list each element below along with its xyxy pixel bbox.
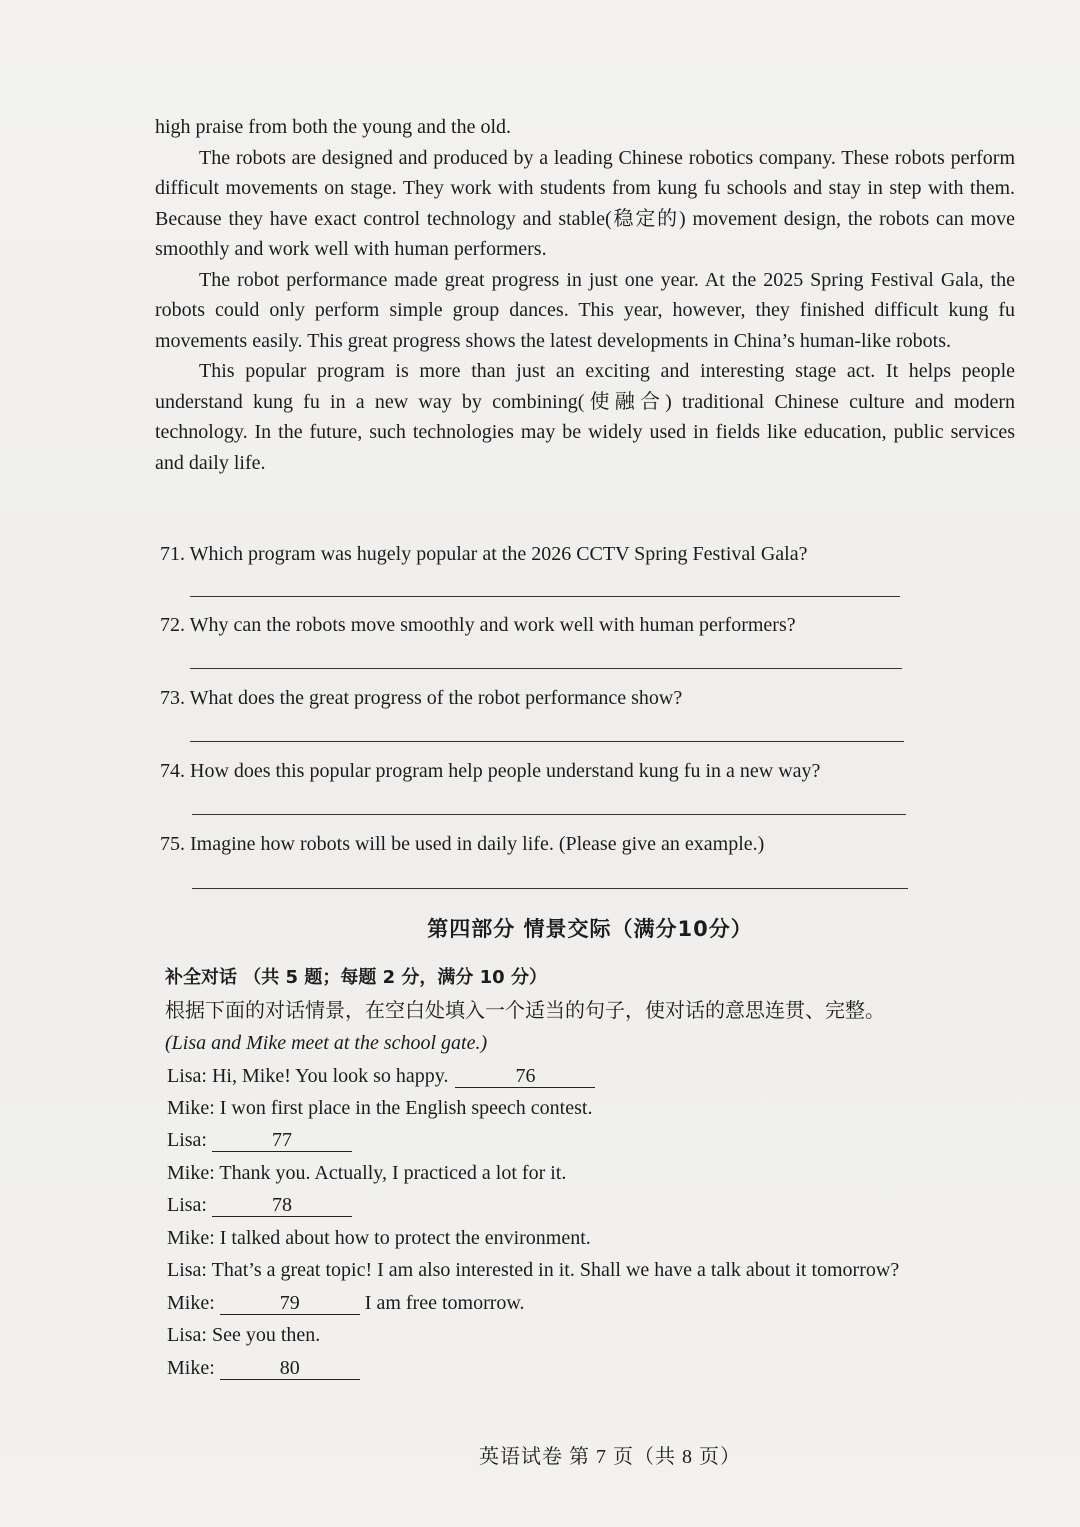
question-72: 72. Why can the robots move smoothly and work well with human performers?: [160, 614, 796, 636]
dialogue-scene: (Lisa and Mike meet at the school gate.): [165, 1032, 488, 1054]
dialogue-line: [167, 1061, 595, 1091]
blank-76[interactable]: 76: [455, 1065, 595, 1088]
question-74: 74. How does this popular program help people understand kung fu in a new way?: [160, 760, 821, 782]
dialogue-line: Mike: I talked about how to protect the environment.: [167, 1227, 591, 1249]
section-subtitle: 补全对话 （共 5 题；每题 2 分，满分 10 分）: [165, 967, 547, 988]
dialogue-speaker: Mike:: [167, 1357, 215, 1379]
dialogue-line: Mike: I won first place in the English speech contest.: [167, 1097, 593, 1119]
answer-line-74[interactable]: [192, 814, 906, 815]
question-71: 71. Which program was hugely popular at the 2026 CCTV Spring Festival Gala?: [160, 543, 808, 565]
page-footer: 英语试卷 第 7 页（共 8 页）: [479, 1446, 741, 1468]
dialogue-line: [167, 1190, 352, 1220]
answer-line-71[interactable]: [190, 596, 900, 597]
blank-80[interactable]: 80: [220, 1357, 360, 1380]
reading-passage: [155, 112, 1015, 478]
question-73: 73. What does the great progress of the robot performance show?: [160, 687, 683, 709]
dialogue-line: Lisa: That’s a great topic! I am also interested in it. Shall we have a talk about it tomorrow?: [167, 1259, 900, 1281]
section-instruction: 根据下面的对话情景，在空白处填入一个适当的句子，使对话的意思连贯、完整。: [165, 1000, 885, 1022]
blank-78[interactable]: 78: [212, 1194, 352, 1217]
dialogue-line: [167, 1125, 352, 1155]
dialogue-speaker: Mike:: [167, 1292, 215, 1314]
passage-paragraph: This popular program is more than just an exciting and interesting stage act. It helps people understand kung fu in a new way by combining(使融合) traditional Chinese culture and modern technology. In the future, such technologies may be widely used in fields like education, public services and daily life.: [155, 360, 1015, 474]
blank-79[interactable]: 79: [220, 1292, 360, 1315]
section-title: 第四部分 情景交际（满分10分）: [427, 917, 753, 941]
answer-line-73[interactable]: [190, 741, 904, 742]
dialogue-line: Mike: Thank you. Actually, I practiced a lot for it.: [167, 1162, 567, 1184]
dialogue-line: [167, 1353, 360, 1383]
answer-line-72[interactable]: [190, 668, 902, 669]
question-75: 75. Imagine how robots will be used in daily life. (Please give an example.): [160, 833, 765, 855]
dialogue-speaker: Lisa:: [167, 1194, 207, 1216]
passage-paragraph: The robots are designed and produced by a leading Chinese robotics company. These robots perform difficult movements on stage. They work with students from kung fu schools and stay in step with them. Because they have exact control technology and stable(稳定的) movement design, the robots can move smoothly and work well with human performers.: [155, 146, 1015, 260]
answer-line-75[interactable]: [192, 888, 908, 889]
passage-paragraph: The robot performance made great progress in just one year. At the 2025 Spring Festival Gala, the robots could only perform simple group dances. This year, however, they finished difficult kung fu movements easily. This great progress shows the latest developments in China’s human-like robots.: [155, 268, 1015, 352]
dialogue-line: Lisa: See you then.: [167, 1324, 321, 1346]
dialogue-text: Lisa: Hi, Mike! You look so happy.: [167, 1065, 449, 1087]
dialogue-text: I am free tomorrow.: [364, 1292, 525, 1314]
dialogue-line: [167, 1288, 525, 1318]
passage-paragraph: high praise from both the young and the old.: [155, 116, 512, 138]
blank-77[interactable]: 77: [212, 1129, 352, 1152]
dialogue-speaker: Lisa:: [167, 1129, 207, 1151]
